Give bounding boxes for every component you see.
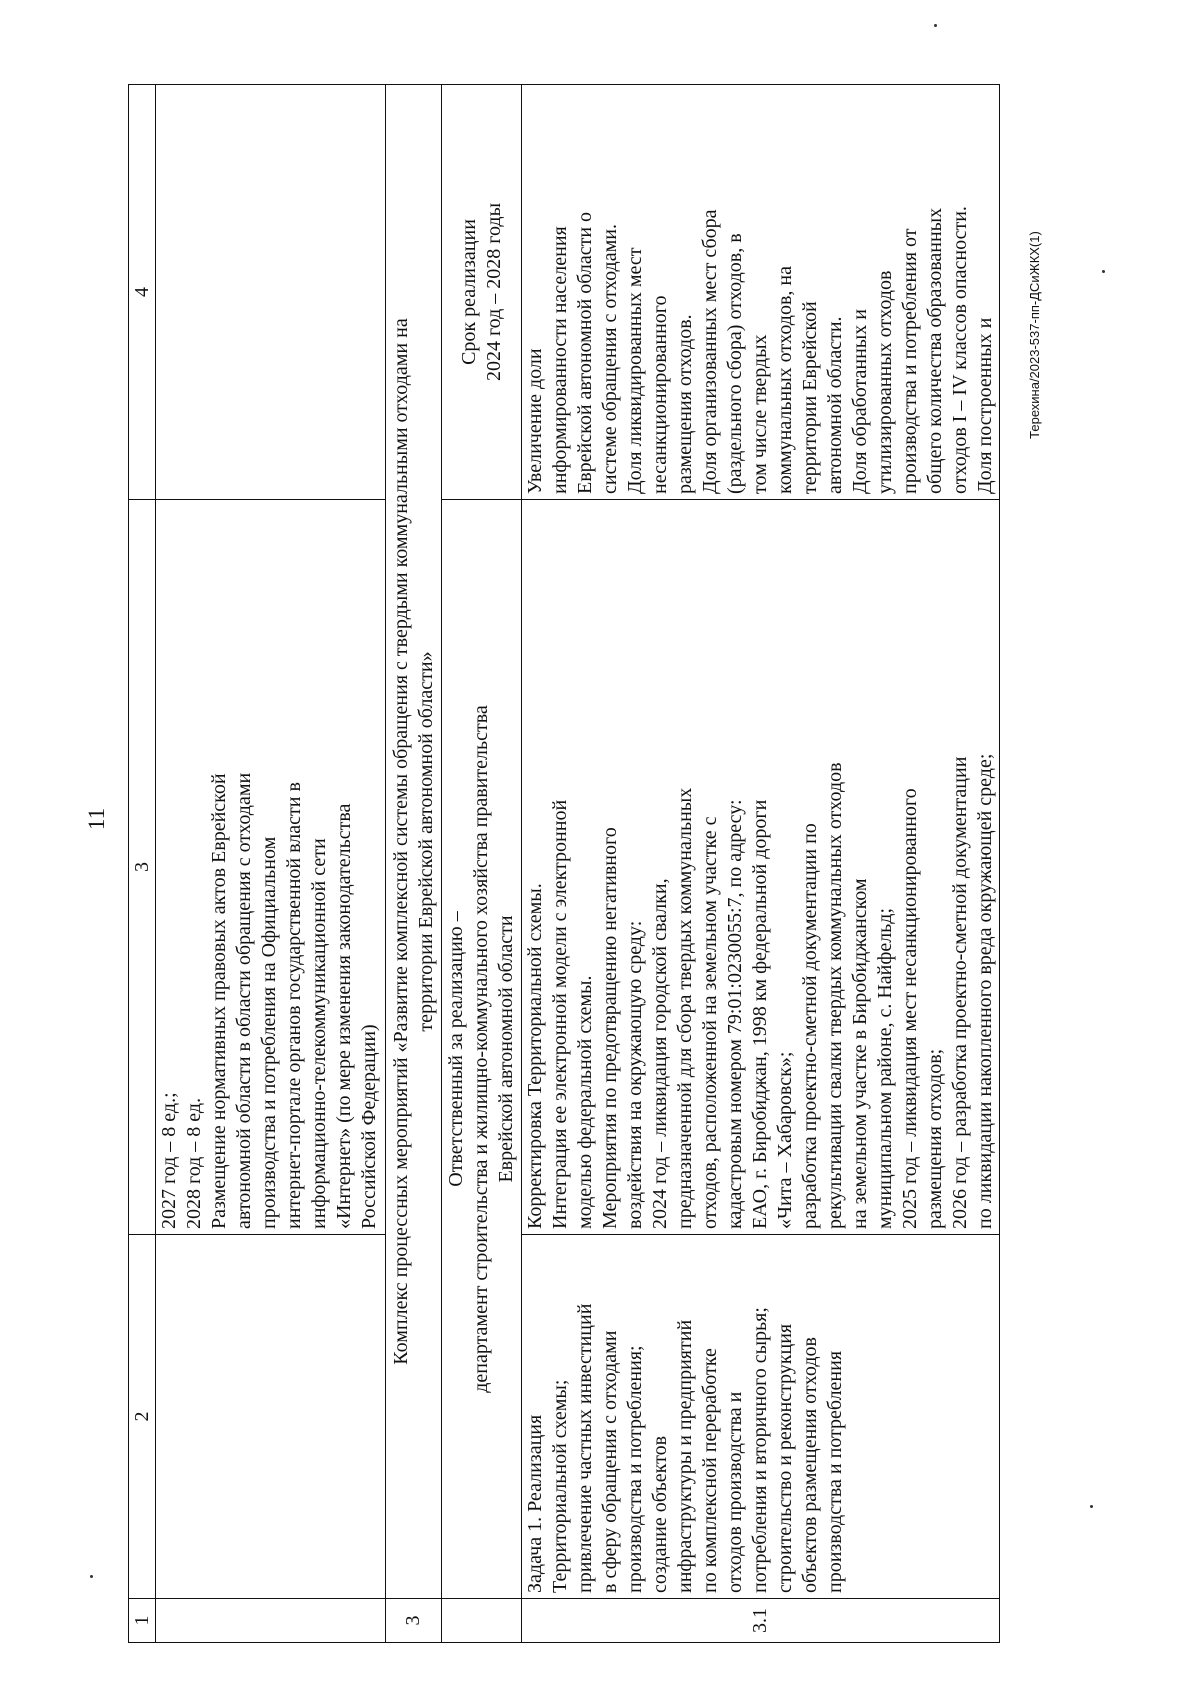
document-code: Терехина/2023-537-пп-ДСиЖКХ(1) <box>1027 231 1042 439</box>
cell-line: производства и потребления <box>824 1350 846 1593</box>
cell-line: Доля ликвидированных мест <box>624 247 646 494</box>
cell-line: размещения отходов; <box>924 1048 946 1229</box>
task-row <box>522 85 1000 1643</box>
cell-line: Российской Федерации) <box>358 1024 380 1229</box>
cell-line: рекультивации свалки твердых коммунальных отходов <box>824 762 846 1229</box>
cell-line: Задача 1. Реализация <box>524 1414 546 1593</box>
cell-line: моделью федеральной схемы. <box>574 975 596 1229</box>
scan-speck <box>90 1575 93 1578</box>
cell-line: интернет-портале органов государственной власти в <box>283 782 305 1229</box>
cell-line: на земельном участке в Биробиджанском <box>849 878 871 1229</box>
task-number: 3.1 <box>522 1599 1000 1643</box>
cell-line: привлечение частных инвестиций <box>574 1303 596 1593</box>
cell-line: Интеграция ее электронной модели с электронной <box>549 799 571 1229</box>
cell-line: производства и потребления на Официальном <box>258 836 280 1229</box>
cell-line: 2025 год – ликвидация мест несанкционированного <box>899 788 921 1229</box>
cell-line: территории Еврейской <box>799 301 821 494</box>
cell-line: кадастровым номером 79:01:0230055:7, по адресу: <box>724 799 746 1229</box>
section-row <box>386 85 442 1643</box>
cell-line: системе обращения с отходами. <box>599 224 621 494</box>
cell-line: Доля построенных и <box>974 317 996 494</box>
cell-line: отходов производства и <box>724 1391 746 1593</box>
responsible-executor <box>442 500 522 1599</box>
cell-line: Доля обработанных и <box>849 309 871 494</box>
cell-line: 2024 год – ликвидация городской свалки, <box>649 878 671 1229</box>
responsible-line: департамент строительства и жилищно-коммунального хозяйства правительства <box>470 705 492 1393</box>
empty-cell <box>156 1235 386 1599</box>
measures-table <box>128 84 1000 1643</box>
cell-line: производства и потребления; <box>624 1345 646 1593</box>
cell-line: потребления и вторичного сырья; <box>749 1307 771 1593</box>
cell-line: «Чита – Хабаровск»; <box>774 1051 796 1229</box>
task-measures <box>522 500 1000 1235</box>
cell-line: отходов I – IV классов опасности. <box>949 206 971 494</box>
column-number-row <box>129 85 156 1643</box>
task-description <box>522 1235 1000 1599</box>
previous-measure-cell <box>156 500 386 1235</box>
column-number: 2 <box>129 1235 156 1599</box>
cell-line: Мероприятия по предотвращению негативного <box>599 827 621 1229</box>
cell-line: информационно-телекоммуникационной сети <box>308 838 330 1229</box>
cell-line: утилизированных отходов <box>874 270 896 494</box>
cell-line: коммунальных отходов, на <box>774 266 796 494</box>
column-number: 4 <box>129 85 156 500</box>
cell-line: том числе твердых <box>749 334 771 494</box>
cell-line: по комплексной переработке <box>699 1348 721 1593</box>
cell-line: воздействия на окружающую среду: <box>624 920 646 1229</box>
cell-line: автономной области в области обращения с отходами <box>233 772 255 1229</box>
cell-line: 2027 год – 8 ед.; <box>158 1092 180 1229</box>
empty-cell <box>156 85 386 500</box>
cell-line: создание объектов <box>649 1435 671 1593</box>
scan-speck <box>1102 270 1105 273</box>
period-line: 2024 год – 2028 годы <box>482 202 505 382</box>
responsible-line: Ответственный за реализацию – <box>445 911 467 1187</box>
scan-speck <box>1090 1505 1093 1508</box>
cell-line: в сферу обращения с отходами <box>599 1330 621 1593</box>
column-number: 3 <box>129 500 156 1235</box>
implementation-period <box>442 85 522 500</box>
cell-line: объектов размещения отходов <box>799 1337 821 1593</box>
section-title-line: территории Еврейской автономной области» <box>414 651 437 1032</box>
cell-line: 2026 год – разработка проектно-сметной документации <box>949 756 971 1229</box>
period-line: Срок реализации <box>457 219 480 365</box>
cell-line: разработка проектно-сметной документации по <box>799 823 821 1229</box>
cell-line: по ликвидации накопленного вреда окружающей среде; <box>974 753 996 1229</box>
responsible-line: Еврейской автономной области <box>495 915 517 1183</box>
responsible-row <box>442 85 522 1643</box>
cell-line: Корректировка Территориальной схемы. <box>524 883 546 1229</box>
section-title <box>386 85 442 1599</box>
empty-cell <box>156 1599 386 1643</box>
cell-line: автономной области. <box>824 316 846 494</box>
cell-line: несанкционированного <box>649 295 671 494</box>
cell-line: размещения отходов. <box>674 314 696 494</box>
cell-line: (раздельного сбора) отходов, в <box>724 233 746 494</box>
cell-line: производства и потребления от <box>899 228 921 494</box>
cell-line: Увеличение доли <box>524 348 546 494</box>
table-row <box>156 85 386 1643</box>
cell-line: Территориальной схемы; <box>549 1379 571 1593</box>
section-number: 3 <box>386 1599 442 1643</box>
cell-line: строительство и реконструкция <box>774 1323 796 1593</box>
cell-line: общего количества образованных <box>924 207 946 494</box>
cell-line: инфраструктуры и предприятий <box>674 1319 696 1593</box>
cell-line: ЕАО, г. Биробиджан, 1998 км федеральной дороги <box>749 799 771 1229</box>
section-title-line: Комплекс процессных мероприятий «Развитие комплексной системы обращения с твердыми коммунальными отходами на <box>389 318 412 1365</box>
cell-line: 2028 год – 8 ед. <box>183 1097 205 1229</box>
cell-line: отходов, расположенной на земельном участке с <box>699 816 721 1229</box>
table-sheet <box>128 85 1048 1643</box>
page-number: 11 <box>84 807 109 831</box>
column-number: 1 <box>129 1599 156 1643</box>
task-indicators <box>522 85 1000 500</box>
empty-cell <box>442 1599 522 1643</box>
cell-line: информированности населения <box>549 226 571 494</box>
cell-line: предназначенной для сбора твердых коммунальных <box>674 787 696 1229</box>
cell-line: «Интернет» (по мере изменения законодательства <box>333 803 355 1229</box>
cell-line: Еврейской автономной области о <box>574 211 596 494</box>
scan-speck <box>934 24 937 27</box>
cell-line: Доля организованных мест сбора <box>699 209 721 494</box>
cell-line: муниципальном районе, с. Найфельд; <box>874 907 896 1229</box>
cell-line: Размещение нормативных правовых актов Еврейской <box>208 773 230 1229</box>
